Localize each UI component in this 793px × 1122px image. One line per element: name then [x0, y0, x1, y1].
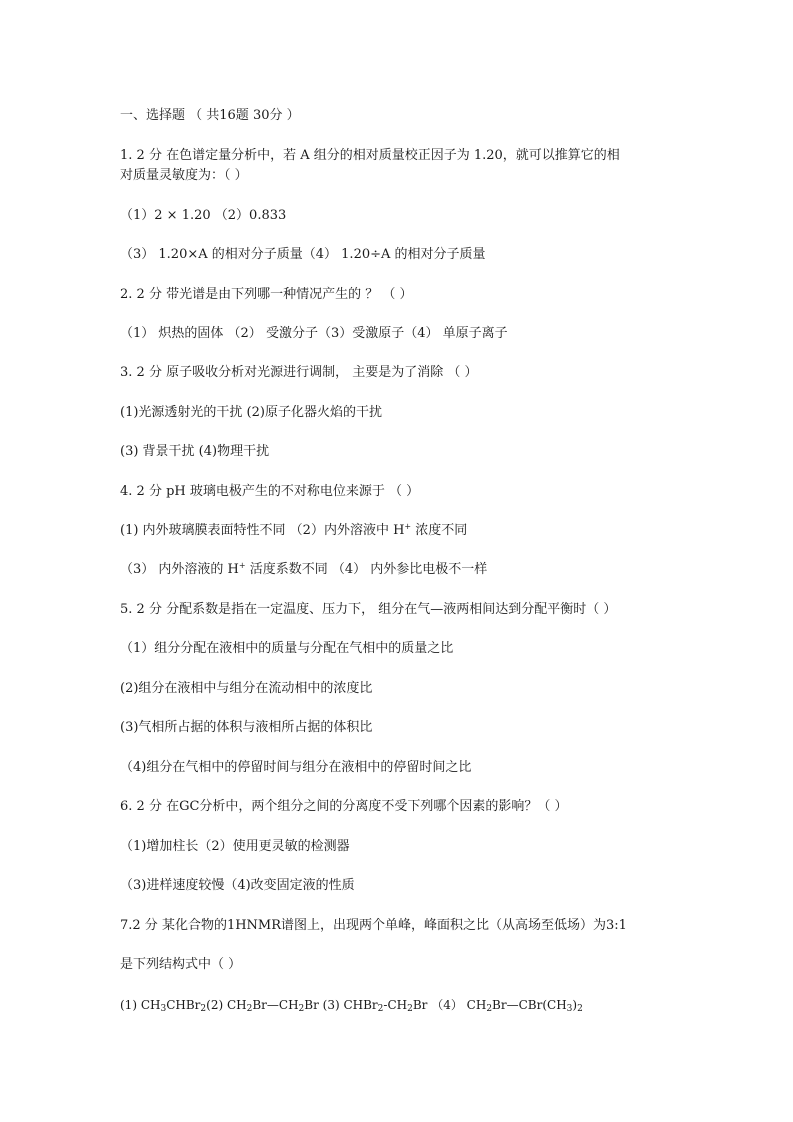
question-6-options-line-2: （3)进样速度较慢（4)改变固定液的性质	[120, 878, 355, 893]
question-5-option-1: （1）组分分配在液相中的质量与分配在气相中的质量之比	[120, 641, 454, 656]
q7-formula-part: Br (3) CHBr	[304, 998, 378, 1012]
question-7-options	[120, 996, 583, 1014]
question-1-options-line-1: （1）2 × 1.20 （2）0.833	[120, 208, 287, 223]
q4-opt1-superscript: +	[404, 522, 412, 531]
question-1-stem-line-1: 1. 2 分 在色谱定量分析中，若 A 组分的相对质量校正因子为 1.20，就可以推算它的相	[120, 148, 620, 163]
question-4-stem: 4. 2 分 pH 玻璃电极产生的不对称电位来源于 （ ）	[120, 484, 420, 499]
question-2-options: （1） 炽热的固体 （2） 受激分子（3）受激原子（4） 单原子离子	[120, 326, 508, 341]
q7-formula-subscript: 3	[566, 1004, 573, 1014]
question-5-option-3: (3)气相所占据的体积与液相所占据的体积比	[120, 720, 373, 735]
q7-formula-subscript: 2	[246, 1004, 253, 1014]
question-3-stem: 3. 2 分 原子吸收分析对光源进行调制， 主要是为了消除 （ ）	[120, 365, 478, 380]
question-3-options-line-1: (1)光源透射光的干扰 (2)原子化器火焰的干扰	[120, 405, 382, 420]
q4-opt1-text-a: (1) 内外玻璃膜表面特性不同 （2）内外溶液中 H	[120, 523, 405, 538]
question-2-stem: 2. 2 分 带光谱是由下列哪一种情况产生的 ？ （ ）	[120, 287, 413, 302]
q4-opt2-text-b: 活度系数不同 （4） 内外参比电极不一样	[245, 562, 488, 577]
q7-formula-part: Br—CH	[252, 998, 299, 1012]
question-6-stem: 6. 2 分 在GC分析中，两个组分之间的分离度不受下列哪个因素的影响？（ ）	[120, 799, 568, 814]
q7-formula-part: (2) CH	[206, 998, 247, 1012]
question-5-option-4: （4)组分在气相中的停留时间与组分在液相中的停留时间之比	[120, 760, 472, 775]
q7-formula-subscript: 3	[160, 1004, 167, 1014]
question-7-stem-line-1: 7.2 分 某化合物的1HNMR谱图上，出现两个单峰，峰面积之比（从高场至低场）为3:1	[120, 918, 627, 933]
question-4-options-line-1	[120, 522, 467, 540]
q7-formula-part: (1) CH	[120, 998, 161, 1012]
q7-formula-subscript: 2	[298, 1004, 305, 1014]
question-3-options-line-2: (3) 背景干扰 (4)物理干扰	[120, 444, 270, 459]
q7-formula-subscript: 2	[577, 1004, 583, 1014]
q7-formula-subscript: 2	[407, 1004, 413, 1014]
question-5-stem: 5. 2 分 分配系数是指在一定温度、压力下， 组分在气—液两相间达到分配平衡时（ ）	[120, 602, 617, 617]
q4-opt2-superscript: +	[238, 561, 246, 570]
q4-opt1-text-b: 浓度不同	[411, 523, 468, 538]
q7-formula-subscript: 2	[200, 1004, 207, 1014]
question-6-options-line-1: （1)增加柱长（2）使用更灵敏的检测器	[120, 839, 350, 854]
q7-formula-part: CHBr	[166, 998, 201, 1012]
q7-formula-part: )	[572, 998, 578, 1012]
section-title: 一、选择题 （ 共16题 30分 ）	[120, 108, 300, 123]
question-7-stem-line-2: 是下列结构式中（ ）	[120, 957, 242, 972]
question-4-options-line-2	[120, 561, 487, 579]
q7-formula-subscript: 2	[486, 1004, 493, 1014]
question-1-options-line-2: （3） 1.20×A 的相对分子质量（4） 1.20÷A 的相对分子质量	[120, 247, 486, 262]
q7-formula-part: Br （4） CH	[412, 998, 487, 1012]
question-5-option-2: (2)组分在液相中与组分在流动相中的浓度比	[120, 681, 373, 696]
q7-formula-part: -CH	[383, 998, 408, 1012]
question-1-stem-line-2: 对质量灵敏度为：（ ）	[120, 168, 248, 183]
q7-formula-part: Br—CBr(CH	[492, 998, 567, 1012]
q4-opt2-text-a: （3） 内外溶液的 H	[120, 562, 239, 577]
q7-formula-subscript: 2	[377, 1004, 384, 1014]
